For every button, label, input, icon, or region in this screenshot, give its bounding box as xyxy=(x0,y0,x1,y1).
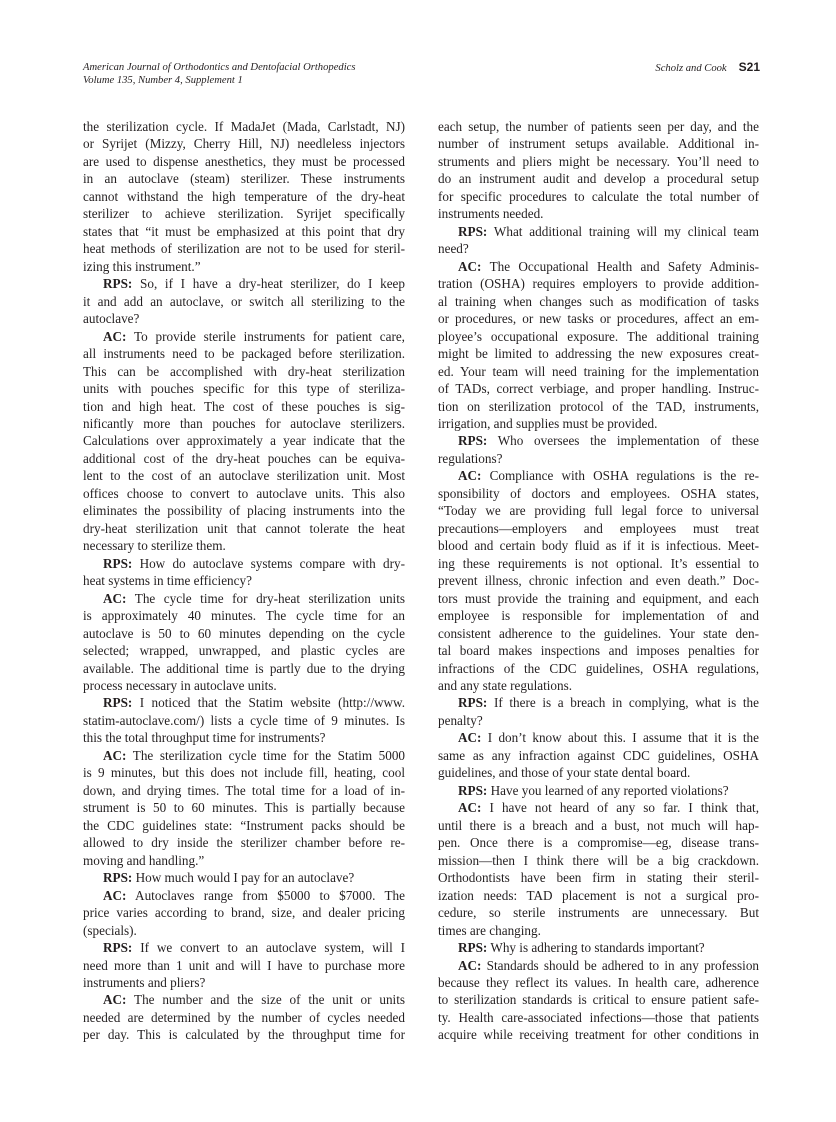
line-text: instruments and pliers? xyxy=(83,974,206,990)
line-text: acquire while receiving treatment for other conditions in xyxy=(438,1027,759,1043)
text-line xyxy=(83,1009,405,1026)
line-text: tration (OSHA) requires employers to provide addition- xyxy=(438,276,759,292)
text-line xyxy=(83,764,405,781)
text-line xyxy=(438,275,759,292)
text-line xyxy=(83,345,405,362)
line-text: So, if I have a dry-heat sterilizer, do I keep xyxy=(140,276,405,292)
line-text: Who oversees the implementation of these xyxy=(497,433,760,449)
question-paragraph xyxy=(83,275,405,327)
text-line xyxy=(83,572,405,589)
text-line xyxy=(83,467,405,484)
line-text: guidelines, and those of your state dental board. xyxy=(438,765,691,781)
line-text: ty. Health care-associated infections—those that patients xyxy=(438,1009,759,1025)
text-line xyxy=(438,625,759,642)
line-text: need more than 1 unit and will I have to purchase more xyxy=(83,957,405,973)
text-line xyxy=(83,729,405,746)
text-line xyxy=(83,957,405,974)
line-text: price varies according to brand, size, and dealer pricing xyxy=(83,905,405,921)
question-paragraph xyxy=(83,939,405,991)
line-text: per day. This is calculated by the throughput time for xyxy=(83,1027,405,1043)
text-line xyxy=(83,188,405,205)
text-line xyxy=(438,415,759,432)
text-line xyxy=(83,1026,405,1043)
text-line xyxy=(438,363,759,380)
line-text: Standards should be adhered to in any profession xyxy=(486,957,760,973)
text-line xyxy=(438,974,759,991)
text-line xyxy=(438,869,759,886)
text-line xyxy=(438,799,759,816)
line-text: ing these requirements is not optional. It’s essential to xyxy=(438,555,759,571)
speaker-label: RPS: xyxy=(458,940,488,956)
text-line xyxy=(83,991,405,1008)
text-line xyxy=(83,852,405,869)
line-text: additional cost of the dry-heat pouches can be equiva- xyxy=(83,450,405,466)
line-text: instruments needed. xyxy=(438,206,544,222)
question-paragraph xyxy=(83,555,405,590)
text-line xyxy=(83,677,405,694)
line-text: al training when changes such as modification of tasks xyxy=(438,293,759,309)
line-text: blood and certain body fluid as if it is infectious. Meet- xyxy=(438,538,759,554)
line-text: To provide sterile instruments for patient care, xyxy=(134,328,405,344)
line-text: infractions of the CDC guidelines, OSHA regulations, xyxy=(438,660,759,676)
text-line xyxy=(83,293,405,310)
text-line xyxy=(438,258,759,275)
text-line xyxy=(83,432,405,449)
text-line xyxy=(438,135,759,152)
question-paragraph xyxy=(438,939,759,956)
line-text: lent to the cost of an autoclave sterilization unit. Most xyxy=(83,468,405,484)
line-text: is approximately 40 minutes. The cycle time for an xyxy=(83,608,405,624)
line-text: selected; wrapped, unwrapped, and plastic cycles are xyxy=(83,643,405,659)
line-text: autoclave is 50 to 60 minutes depending on the cycle xyxy=(83,625,405,641)
line-text: or Syrijet (Mizzy, Cherry Hill, NJ) needleless injectors xyxy=(83,136,405,152)
line-text: (specials). xyxy=(83,922,137,938)
journal-title: American Journal of Orthodontics and Dentofacial Orthopedics xyxy=(83,62,356,73)
line-text: precautions—employers and employees must treat xyxy=(438,520,759,536)
line-text: tal board makes inspections and imposes penalties for xyxy=(438,643,759,659)
line-text: for specific procedures to calculate the total number of xyxy=(438,188,759,204)
answer-paragraph xyxy=(438,467,759,694)
line-text: The sterilization cycle time for the Statim 5000 xyxy=(132,747,406,763)
text-line xyxy=(438,729,759,746)
line-text: heat methods of sterilization are not to be used for steril- xyxy=(83,241,405,257)
line-text: and any state regulations. xyxy=(438,678,573,693)
text-line xyxy=(438,240,759,257)
text-line xyxy=(83,555,405,572)
line-text: How do autoclave systems compare with dry- xyxy=(139,555,405,571)
text-line xyxy=(438,450,759,467)
line-text: necessary to sterilize them. xyxy=(83,538,226,554)
text-column-left xyxy=(83,118,405,1044)
text-line xyxy=(83,537,405,554)
line-text: prevent illness, chronic infection and even death.” Doc- xyxy=(438,573,759,589)
text-line xyxy=(438,293,759,310)
text-line xyxy=(83,310,405,327)
text-line xyxy=(438,380,759,397)
text-line xyxy=(83,922,405,939)
line-text: strument is 50 to 60 minutes. This is partially because xyxy=(83,800,405,816)
speaker-label: RPS: xyxy=(458,223,488,239)
line-text: need? xyxy=(438,241,469,257)
answer-paragraph xyxy=(438,957,759,1044)
answer-paragraph xyxy=(83,747,405,869)
line-text: tion on sterilization protocol of the TAD, instruments, xyxy=(438,398,759,414)
line-text: is 9 minutes, but this does not include fill, heating, cool xyxy=(83,765,405,781)
line-text: Autoclaves range from $5000 to $7000. The xyxy=(135,887,405,903)
question-paragraph xyxy=(83,869,405,886)
line-text: the sterilization cycle. If MadaJet (Mada, Carlstadt, NJ) xyxy=(83,119,405,134)
text-line xyxy=(83,328,405,345)
line-text: sponsibility of doctors and employees. OSHA states, xyxy=(438,485,759,501)
line-text: I have not heard of any so far. I think that, xyxy=(489,800,760,816)
line-text: number of instrument setups available. Additional in- xyxy=(438,136,759,152)
line-text: Why is adhering to standards important? xyxy=(490,940,705,956)
text-line xyxy=(438,520,759,537)
line-text: might be limited to addressing the new exposures creat- xyxy=(438,346,759,362)
text-line xyxy=(83,502,405,519)
text-line xyxy=(438,904,759,921)
text-line xyxy=(438,572,759,589)
line-text: are used to dispense anesthetics, they must be processed xyxy=(83,153,405,169)
text-line xyxy=(438,712,759,729)
answer-paragraph xyxy=(83,328,405,555)
line-text: What additional training will my clinical team xyxy=(493,223,759,239)
question-paragraph xyxy=(438,782,759,799)
text-line xyxy=(438,991,759,1008)
text-line xyxy=(438,432,759,449)
page-number: S21 xyxy=(738,60,760,74)
text-line xyxy=(438,205,759,222)
text-line xyxy=(83,590,405,607)
line-text: ployee’s occupational exposure. The additional training xyxy=(438,328,759,344)
text-line xyxy=(83,817,405,834)
journal-volume: Volume 135, Number 4, Supplement 1 xyxy=(83,75,243,86)
line-text: dry-heat sterilization unit that cannot tolerate the heat xyxy=(83,520,405,536)
line-text: If there is a breach in complying, what is the xyxy=(493,695,759,711)
text-line xyxy=(438,660,759,677)
speaker-label: RPS: xyxy=(458,695,488,711)
running-header-journal xyxy=(83,61,355,87)
speaker-label: AC: xyxy=(458,800,482,816)
line-text: eliminates the possibility of placing instruments into the xyxy=(83,503,405,519)
text-line xyxy=(83,118,405,135)
text-line xyxy=(438,887,759,904)
text-line xyxy=(438,467,759,484)
text-line xyxy=(83,642,405,659)
line-text: consistent adherence to the guidelines. Your state den- xyxy=(438,625,759,641)
text-line xyxy=(83,712,405,729)
line-text: in an autoclave (steam) sterilizer. These instruments xyxy=(83,171,405,187)
text-line xyxy=(83,834,405,851)
question-paragraph xyxy=(438,694,759,729)
text-line xyxy=(438,1009,759,1026)
text-line xyxy=(83,275,405,292)
line-text: penalty? xyxy=(438,712,483,728)
line-text: offices choose to convert to autoclave units. This also xyxy=(83,485,405,501)
answer-paragraph xyxy=(83,887,405,939)
text-line xyxy=(438,764,759,781)
speaker-label: RPS: xyxy=(458,782,488,798)
text-line xyxy=(83,153,405,170)
text-column-right xyxy=(438,118,759,1044)
line-text: This can be accomplished with dry-heat sterilization xyxy=(83,363,405,379)
text-line xyxy=(438,153,759,170)
question-paragraph xyxy=(438,432,759,467)
text-line xyxy=(83,904,405,921)
line-text: heat systems in time efficiency? xyxy=(83,573,252,589)
speaker-label: AC: xyxy=(458,957,482,973)
text-line xyxy=(83,694,405,711)
line-text: the CDC guidelines state: “Instrument packs should be xyxy=(83,817,405,833)
text-line xyxy=(438,817,759,834)
line-text: of TADs, correct verbiage, and proper handling. Instruc- xyxy=(438,381,759,397)
speaker-label: AC: xyxy=(103,992,127,1008)
text-line xyxy=(438,642,759,659)
text-line xyxy=(83,869,405,886)
text-line xyxy=(438,188,759,205)
line-text: tion and high heat. The cost of these pouches is sig- xyxy=(83,398,405,414)
text-line xyxy=(83,380,405,397)
text-line xyxy=(438,328,759,345)
paragraph xyxy=(83,118,405,275)
text-line xyxy=(83,485,405,502)
line-text: autoclave? xyxy=(83,311,140,327)
line-text: all instruments need to be packaged before sterilization. xyxy=(83,346,405,362)
text-line xyxy=(83,625,405,642)
line-text: same as any infraction against CDC guidelines, OSHA xyxy=(438,747,759,763)
line-text: because they reflect its values. In health care, adherence xyxy=(438,974,759,990)
text-line xyxy=(83,782,405,799)
text-line xyxy=(83,205,405,222)
line-text: states that “it must be emphasized at this point that dry xyxy=(83,223,405,239)
text-line xyxy=(83,170,405,187)
text-line xyxy=(438,398,759,415)
text-line xyxy=(83,974,405,991)
answer-paragraph xyxy=(438,799,759,939)
text-line xyxy=(438,310,759,327)
text-line xyxy=(438,590,759,607)
text-line xyxy=(83,363,405,380)
line-text: it and add an autoclave, or switch all sterilizing to the xyxy=(83,293,405,309)
text-line xyxy=(83,660,405,677)
speaker-label: AC: xyxy=(103,887,127,903)
line-text: sterilizer to achieve sterilization. Syrijet specifically xyxy=(83,206,405,222)
line-text: Compliance with OSHA regulations is the re- xyxy=(489,468,760,484)
text-line xyxy=(83,135,405,152)
text-line xyxy=(438,677,759,694)
line-text: nificantly more than pouches for autoclave sterilizers. xyxy=(83,415,405,431)
text-line xyxy=(438,485,759,502)
text-line xyxy=(83,450,405,467)
line-text: allowed to dry inside the sterilizer chamber before re- xyxy=(83,835,405,851)
line-text: izing this instrument.” xyxy=(83,258,201,274)
question-paragraph xyxy=(83,694,405,746)
text-line xyxy=(438,345,759,362)
line-text: employee is responsible for implementation of and xyxy=(438,608,759,624)
text-line xyxy=(438,957,759,974)
speaker-label: RPS: xyxy=(103,695,133,711)
text-line xyxy=(83,398,405,415)
line-text: each setup, the number of patients seen per day, and the xyxy=(438,119,759,134)
text-line xyxy=(83,520,405,537)
text-line xyxy=(438,852,759,869)
text-line xyxy=(438,555,759,572)
line-text: down, and drying times. The total time for a load of in- xyxy=(83,782,405,798)
line-text: struments and pliers might be necessary. You’ll need to xyxy=(438,153,759,169)
authors: Scholz and Cook xyxy=(655,63,727,74)
line-text: Calculations over approximately a year indicate that the xyxy=(83,433,405,449)
speaker-label: RPS: xyxy=(103,555,133,571)
text-line xyxy=(83,607,405,624)
line-text: The cycle time for dry-heat sterilization units xyxy=(134,590,405,606)
line-text: units with pouches specific for this type of steriliza- xyxy=(83,381,405,397)
answer-paragraph xyxy=(83,991,405,1043)
speaker-label: AC: xyxy=(103,590,127,606)
text-line xyxy=(83,939,405,956)
line-text: statim-autoclave.com/) lists a cycle time of 9 minutes. Is xyxy=(83,712,405,728)
speaker-label: AC: xyxy=(458,730,482,746)
line-text: needed are determined by the number of cycles needed xyxy=(83,1009,405,1025)
text-line xyxy=(438,939,759,956)
text-line xyxy=(83,415,405,432)
text-line xyxy=(438,834,759,851)
text-line xyxy=(83,747,405,764)
line-text: ization needs: TAD placement is not a surgical pro- xyxy=(438,887,759,903)
line-text: Orthodontists have been firm in stating their steril- xyxy=(438,870,759,886)
text-line xyxy=(83,887,405,904)
text-line xyxy=(83,223,405,240)
speaker-label: AC: xyxy=(458,258,482,274)
text-line xyxy=(438,747,759,764)
line-text: If we convert to an autoclave system, will I xyxy=(140,940,405,956)
line-text: cedure, so sterile instruments are unnecessary. But xyxy=(438,905,759,921)
line-text: The Occupational Health and Safety Adminis- xyxy=(489,258,760,274)
line-text: this the total throughput time for instruments? xyxy=(83,730,326,746)
line-text: cannot withstand the high temperature of the dry-heat xyxy=(83,188,405,204)
paragraph xyxy=(438,118,759,223)
text-line xyxy=(438,502,759,519)
question-paragraph xyxy=(438,223,759,258)
speaker-label: AC: xyxy=(103,328,127,344)
text-line xyxy=(83,240,405,257)
text-line xyxy=(438,922,759,939)
line-text: irrigation, and supplies must be provided. xyxy=(438,415,658,431)
line-text: or procedures, or new tasks or procedures, affect an em- xyxy=(438,311,759,327)
text-line xyxy=(438,607,759,624)
line-text: I noticed that the Statim website (http://www. xyxy=(139,695,405,711)
line-text: tors must provide the training and equipment, and each xyxy=(438,590,759,606)
text-line xyxy=(83,258,405,275)
text-line xyxy=(438,537,759,554)
line-text: ed. Your team will need training for the implementation xyxy=(438,363,759,379)
line-text: mission—then I think there will be a big crackdown. xyxy=(438,852,759,868)
speaker-label: RPS: xyxy=(103,870,133,886)
text-line xyxy=(438,782,759,799)
speaker-label: RPS: xyxy=(458,433,488,449)
text-line xyxy=(438,223,759,240)
speaker-label: AC: xyxy=(103,747,127,763)
line-text: How much would I pay for an autoclave? xyxy=(135,870,355,886)
line-text: times are changing. xyxy=(438,922,541,938)
line-text: available. The additional time is partly due to the drying xyxy=(83,660,405,676)
answer-paragraph xyxy=(83,590,405,695)
line-text: moving and handling.” xyxy=(83,852,205,868)
answer-paragraph xyxy=(438,258,759,433)
text-line xyxy=(438,694,759,711)
text-line xyxy=(83,799,405,816)
line-text: regulations? xyxy=(438,450,503,466)
line-text: pen. Once there is a compromise—eg, disease trans- xyxy=(438,835,759,851)
running-header-page xyxy=(655,61,760,75)
line-text: until there is a breach and a bust, not much will hap- xyxy=(438,817,759,833)
answer-paragraph xyxy=(438,729,759,781)
text-line xyxy=(438,1026,759,1043)
line-text: to sterilization standards is critical to ensure patient safe- xyxy=(438,992,759,1008)
speaker-label: RPS: xyxy=(103,276,133,292)
line-text: The number and the size of the unit or units xyxy=(134,992,405,1008)
text-line xyxy=(438,170,759,187)
text-line xyxy=(438,118,759,135)
speaker-label: AC: xyxy=(458,468,482,484)
line-text: “Today we are providing full legal force to universal xyxy=(438,503,759,519)
line-text: process necessary in autoclave units. xyxy=(83,678,277,693)
line-text: Have you learned of any reported violations? xyxy=(490,782,729,798)
speaker-label: RPS: xyxy=(103,940,133,956)
line-text: do an instrument audit and develop a procedural setup xyxy=(438,171,759,187)
line-text: I don’t know about this. I assume that it is the xyxy=(487,730,760,746)
